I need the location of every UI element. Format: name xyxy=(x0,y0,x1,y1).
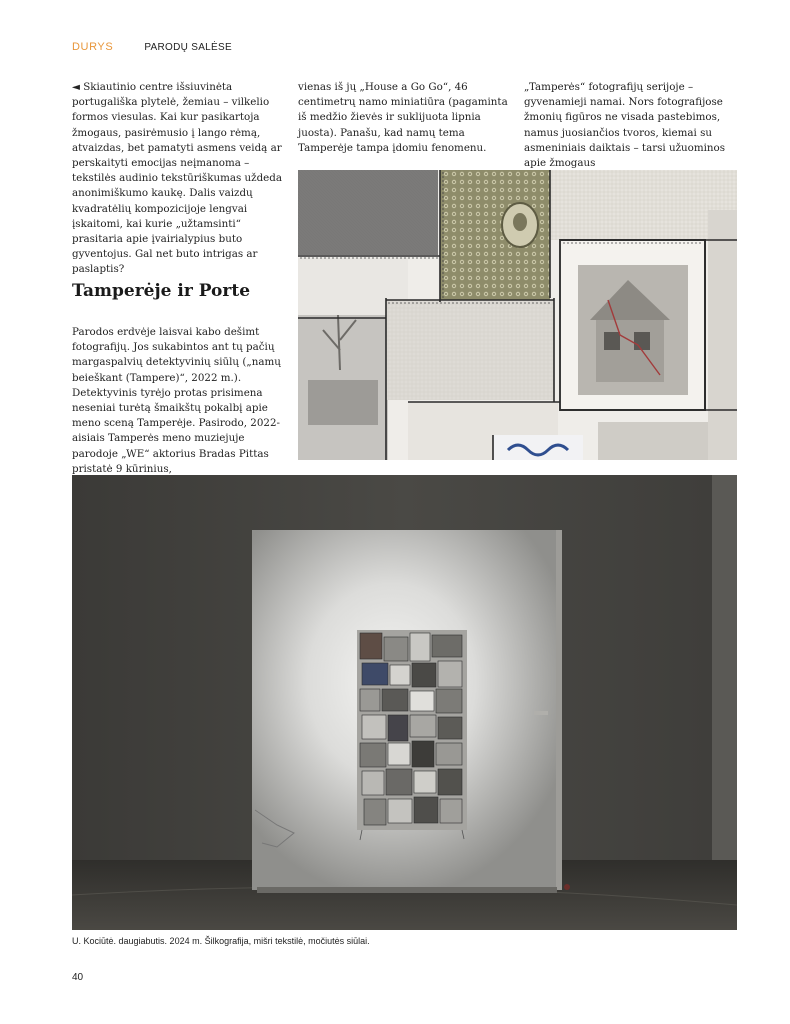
running-head xyxy=(72,40,232,54)
photo-caption: U. Kociūtė. daugiabutis. 2024 m. Šilkografija, mišri tekstilė, močiutės siūlai. xyxy=(72,936,370,946)
magazine-brand: DURYS xyxy=(72,41,114,53)
text-column-1-lower xyxy=(72,325,282,477)
patchwork-artwork xyxy=(357,630,467,840)
body-paragraph: Parodos erdvėje laisvai kabo dešimt fotografijų. Jos sukabintos ant tų pačių margaspalvių detektyvinių siūlų („namų beieškant (Tampere)“, 2022 m.). Detektyvinis tyrėjo protas prisimena neseniai turėtą šmaikštų pokalbį apie meno sceną Tamperėje. Pasirodo, 2022-aisiais Tamperės meno muziejuje parodoje „WE“ aktorius Bradas Pittas pristatė 9 kūrinius, xyxy=(72,326,281,475)
text-column-3 xyxy=(524,80,738,171)
body-paragraph: vienas iš jų „House a Go Go“, 46 centimetrų namo miniatiūra (pagaminta iš medžio žievės ir suklijuota lipnia juosta). Panašu, kad namų tema Tamperėje tampa įdomiu fenomenu. xyxy=(298,81,508,154)
body-paragraph: ◄ Skiautinio centre išsiuvinėta portugališka plytelė, žemiau – vilkelio formos viesulas. Kai kur pasikartoja žmogaus, pasirėmusio į lango rėmą, atvaizdas, bet pamatyti asmens veidą ar perskaityti emocijas neįmanoma – tekstilės audinio tekstūriškumas uždeda anonimiškumo kaukę. Dalis vaizdų kvadratėlių kompozicijoje lengvai įskaitomi, kai kurie „užtamsinti“ prasitaria apie įvairialypius buto gyventojus. Gal net buto intrigas ar paslaptis? xyxy=(72,81,283,276)
textile-detail-photo xyxy=(298,170,737,460)
text-column-1 xyxy=(72,80,282,278)
body-paragraph: „Tamperės“ fotografijų serijoje – gyvenamieji namai. Nors fotografijose žmonių figūros ne visada pastebimos, namus juosiančios tvoros, kiemai su asmeniniais daiktais – tarsi užuominos apie žmogaus xyxy=(524,81,726,170)
subheading: Tamperėje ir Porte xyxy=(72,281,251,301)
section-title: PARODŲ SALĖSE xyxy=(144,41,232,53)
page-number: 40 xyxy=(72,972,84,983)
exhibition-photo xyxy=(72,475,737,930)
text-column-2 xyxy=(298,80,512,156)
